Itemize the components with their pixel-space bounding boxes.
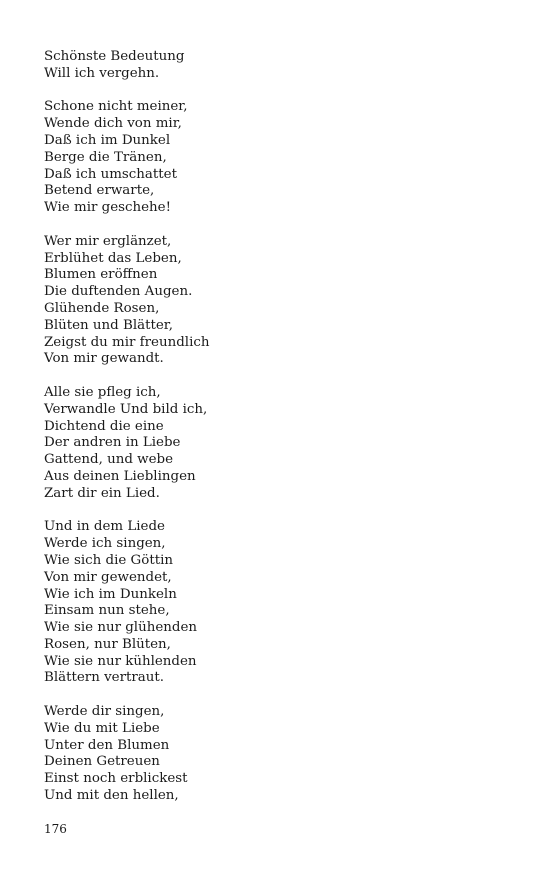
poem-line: Zeigst du mir freundlich (44, 334, 210, 350)
stanza (44, 385, 504, 503)
poem-line: Schönste Bedeutung (44, 49, 185, 64)
poem-line: Berge die Tränen, (44, 149, 167, 165)
poem-line: Wende dich von mir, (44, 116, 182, 132)
poem-text (44, 49, 504, 822)
poem-line: Werde ich singen, (44, 536, 166, 552)
poem-line: Wie mir geschehe! (44, 200, 171, 216)
poem-line: Verwandle Und bild ich, (44, 401, 208, 417)
poem-line: Unter den Blumen (44, 737, 170, 753)
poem-line: Zart dir ein Lied. (44, 485, 160, 501)
poem-line: Aus deinen Lieblingen (44, 468, 196, 484)
poem-line: Gattend, und webe (44, 452, 174, 468)
poem-line: Einsam nun stehe, (44, 603, 170, 619)
poem-line: Wie sich die Göttin (44, 552, 173, 568)
poem-line: Blüten und Blätter, (44, 317, 173, 333)
poem-line: Will ich vergehn. (44, 65, 160, 81)
poem-line: Alle sie pfleg ich, (44, 384, 161, 400)
poem-line: Glühende Rosen, (44, 300, 160, 316)
poem-line: Einst noch erblickest (44, 771, 188, 787)
poem-line: Und in dem Liede (44, 519, 165, 535)
stanza (44, 99, 504, 217)
poem-line: Erblühet das Leben, (44, 250, 182, 266)
poem-line: Werde dir singen, (44, 704, 165, 720)
poem-line: Wie ich im Dunkeln (44, 586, 177, 602)
poem-line: Rosen, nur Blüten, (44, 636, 171, 652)
poem-line: Daß ich umschattet (44, 166, 177, 182)
poem-line: Von mir gewendet, (44, 569, 172, 585)
page-number: 176 (44, 822, 67, 836)
stanza (44, 49, 504, 83)
poem-line: Schone nicht meiner, (44, 99, 188, 115)
poem-line: Wie du mit Liebe (44, 720, 160, 736)
stanza (44, 234, 504, 368)
stanza (44, 519, 504, 687)
poem-line: Blumen eröffnen (44, 267, 158, 283)
poem-line: Blättern vertraut. (44, 670, 164, 686)
poem-line: Daß ich im Dunkel (44, 132, 171, 148)
poem-line: Wie sie nur kühlenden (44, 653, 197, 669)
poem-line: Und mit den hellen, (44, 788, 179, 804)
poem-line: Die duftenden Augen. (44, 284, 193, 300)
stanza (44, 704, 504, 805)
poem-line: Von mir gewandt. (44, 351, 164, 367)
poem-line: Wie sie nur glühenden (44, 620, 198, 636)
poem-line: Betend erwarte, (44, 183, 155, 199)
poem-line: Dichtend die eine (44, 418, 164, 434)
poem-line: Wer mir erglänzet, (44, 233, 172, 249)
poem-line: Der andren in Liebe (44, 435, 181, 451)
poem-line: Deinen Getreuen (44, 754, 160, 770)
